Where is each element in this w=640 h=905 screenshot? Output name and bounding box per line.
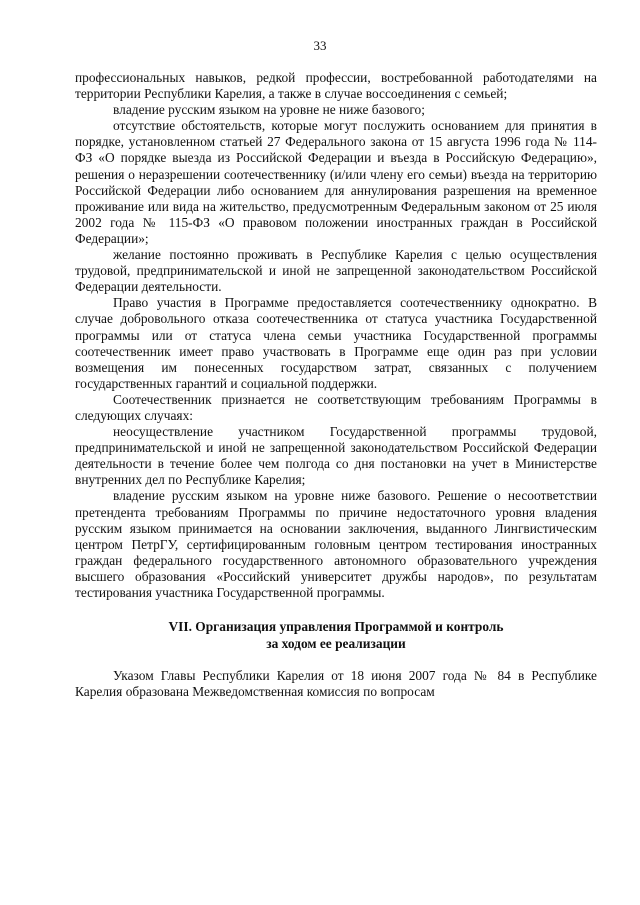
paragraph: желание постоянно проживать в Республике Карелия с целью осуществления трудовой, предпринимательской и иной не запрещенной законодательством Российской Федерации деятельности. [75, 247, 597, 295]
paragraph: Право участия в Программе предоставляется соотечественнику однократно. В случае добровольного отказа соотечественника от статуса участника Государственной программы или от статуса члена семьи участника Государственной программы соотечественник имеет право участвовать в Программе еще один раз при условии возмещения им понесенных государством затрат, связанных с получением государственных гарантий и социальной поддержки. [75, 295, 597, 391]
section-heading-line: VII. Организация управления Программой и контроль [168, 619, 504, 635]
paragraph: неосуществление участником Государственной программы трудовой, предпринимательской и иной не запрещенной законодательством Российской Федерации деятельности в течение более чем полгода со дня постановки на учет в Министерстве внутренних дел по Республике Карелия; [75, 424, 597, 488]
paragraph: владение русским языком на уровне не ниже базового; [113, 102, 425, 118]
section-heading-line: за ходом ее реализации [266, 635, 406, 651]
paragraph: Соотечественник признается не соответствующим требованиям Программы в следующих случаях: [75, 391, 597, 423]
paragraph: владение русским языком на уровне ниже базового. Решение о несоответствии претендента требованиям Программы по причине недостаточного уровня владения русским языком принимается на основании заключения, выданного Лингвистическим центром ПетрГУ, сертифицированным головным центром тестирования иностранных граждан федерального государственного автономного образовательного учреждения высшего образования «Российский университет дружбы народов», по результатам тестирования участника Государственной программы. [75, 488, 597, 600]
paragraph: Указом Главы Республики Карелия от 18 июня 2007 года № 84 в Республике Карелия образована Межведомственная комиссия по вопросам [75, 668, 597, 700]
section-heading [75, 619, 597, 652]
page-number: 33 [313, 38, 327, 53]
paragraph: отсутствие обстоятельств, которые могут послужить основанием для принятия в порядке, установленном статьей 27 Федерального закона от 15 августа 1996 года № 114-ФЗ «О порядке выезда из Российской Федерации и въезда в Российскую Федерацию», решения о неразрешении соотечественнику (и/или члену его семьи) въезда на территорию Российской Федерации либо основанием для аннулирования разрешения на временное проживание или вида на жительство, предусмотренным Федеральным законом от 25 июля 2002 года № 115-ФЗ «О правовом положении иностранных граждан в Российской Федерации»; [75, 118, 597, 246]
document-body [75, 70, 597, 700]
paragraph-continued: профессиональных навыков, редкой профессии, востребованной работодателями на территории Республики Карелия, а также в случае воссоединения с семьей; [75, 70, 597, 102]
